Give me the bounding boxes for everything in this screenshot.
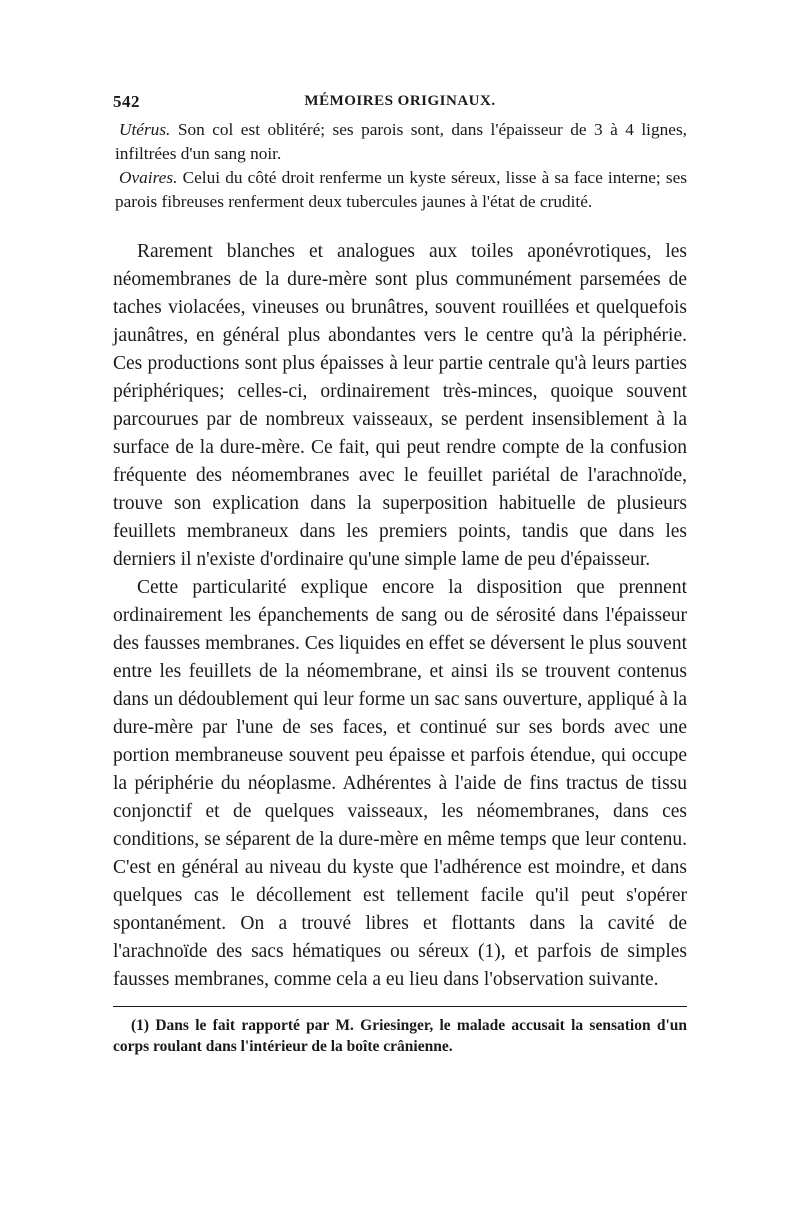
journal-title: MÉMOIRES ORIGINAUX. [304, 93, 496, 109]
uterus-text: Son col est oblitéré; ses parois sont, dans l'épaisseur de 3 à 4 lignes, infiltrées d'un sang noir. [115, 120, 687, 163]
page-number: 542 [113, 92, 140, 111]
running-head [113, 92, 687, 118]
uterus-note [113, 118, 687, 166]
document-page [113, 92, 687, 1073]
uterus-label: Utérus. [119, 120, 171, 139]
autopsy-notes [113, 118, 687, 214]
paragraph-1: Rarement blanches et analogues aux toiles aponévrotiques, les néomembranes de la dure-mère sont plus communément parsemées de taches violacées, vineuses ou brunâtres, souvent rouillées et quelquefois jaunâtres, en général plus abondantes vers le centre qu'à la périphérie. Ces productions sont plus épaisses à leur partie centrale qu'à leurs parties périphériques; celles-ci, ordinairement très-minces, quoique souvent parcourues par de nombreux vaisseaux, se perdent insensiblement à la surface de la dure-mère. Ce fait, qui peut rendre compte de la confusion fréquente des néomembranes avec le feuillet pariétal de l'arachnoïde, trouve son explication dans la superposition habituelle de plusieurs feuillets membraneux dans les premiers points, tandis que dans les derniers il n'existe d'ordinaire qu'une simple lame de peu d'épaisseur. [113, 241, 687, 570]
ovaries-text: Celui du côté droit renferme un kyste séreux, lisse à sa face interne; ses parois fibreuses renferment deux tubercules jaunes à l'état de crudité. [115, 168, 687, 211]
ovaries-note [113, 166, 687, 214]
ovaries-label: Ovaires. [119, 168, 178, 187]
footnote: (1) Dans le fait rapporté par M. Griesinger, le malade accusait la sensation d'un corps roulant dans l'intérieur de la boîte crânienne. [113, 1017, 687, 1055]
footnote-rule [113, 1006, 687, 1007]
paragraph-2: Cette particularité explique encore la disposition que prennent ordinairement les épanchements de sang ou de sérosité dans l'épaisseur des fausses membranes. Ces liquides en effet se déversent le plus souvent entre les feuillets de la néomembrane, et ainsi ils se trouvent contenus dans un dédoublement qui leur forme un sac sans ouverture, appliqué à la dure-mère par l'une de ses faces, et continué sur ses bords avec une portion membraneuse souvent peu épaisse et parfois étendue, qui occupe la périphérie du néoplasme. Adhérentes à l'aide de fins tractus de tissu conjonctif et de quelques vaisseaux, les néomembranes, dans ces conditions, se séparent de la dure-mère en même temps que leur contenu. C'est en général au niveau du kyste que l'adhérence est moindre, et dans quelques cas le décollement est tellement facile qu'il peut s'opérer spontanément. On a trouvé libres et flottants dans la cavité de l'arachnoïde des sacs hématiques ou séreux (1), et parfois de simples fausses membranes, comme cela a eu lieu dans l'observation suivante. [113, 577, 687, 990]
main-text [113, 238, 687, 994]
